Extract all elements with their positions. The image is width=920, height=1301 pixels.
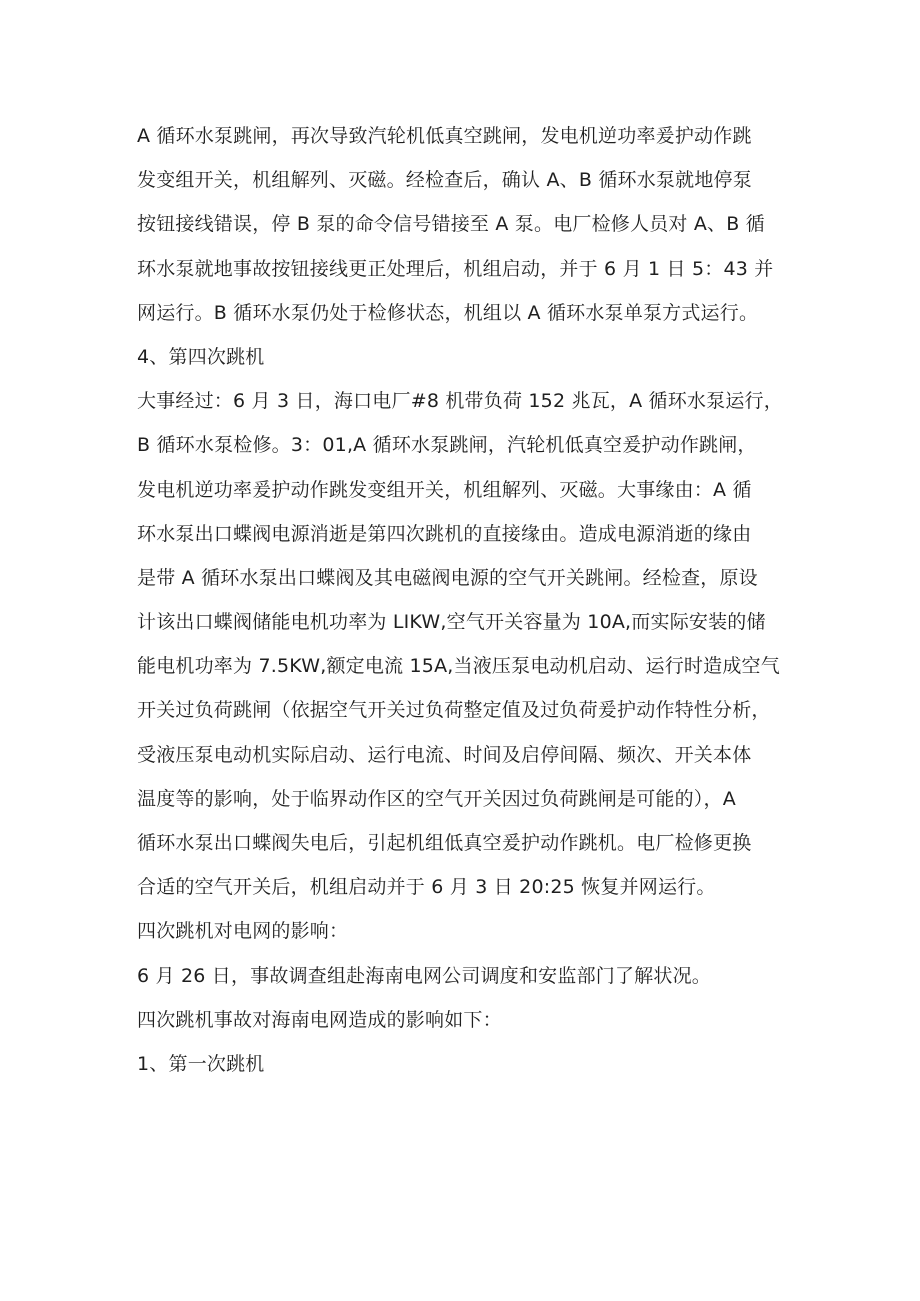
- text-line: 环水泵就地事故按钮接线更正处理后，机组启动，并于 6 月 1 日 5：43 并: [137, 257, 774, 280]
- document-body: [137, 114, 797, 1086]
- section-heading: 1、第一次跳机: [137, 1052, 265, 1075]
- text-line: 循环水泵出口蝶阀失电后，引起机组低真空爰护动作跳机。电厂检修更换: [137, 832, 752, 854]
- text-line: 环水泵出口蝶阀电源消逝是第四次跳机的直接缘由。造成电源消逝的缘由: [137, 522, 752, 545]
- text-line: B 循环水泵检修。3：01,A 循环水泵跳闸，汽轮机低真空爰护动作跳闸，: [137, 434, 757, 457]
- text-line: 网运行。B 循环水泵仍处于检修状态，机组以 A 循环水泵单泵方式运行。: [137, 301, 759, 324]
- text-line: 大事经过：6 月 3 日，海口电厂#8 机带负荷 152 兆瓦，A 循环水泵运行，: [137, 390, 783, 413]
- text-line: 温度等的影响，处于临界动作区的空气开关因过负荷跳闸是可能的），A: [137, 787, 736, 810]
- text-line: 四次跳机事故对海南电网造成的影响如下：: [137, 1008, 502, 1031]
- text-line: 按钮接线错误，停 B 泵的命令信号错接至 A 泵。电厂检修人员对 A、B 循: [137, 213, 765, 236]
- text-line: 发电机逆功率爰护动作跳发变组开关，机组解列、灭磁。大事缘由：A 循: [137, 478, 752, 501]
- text-line: 开关过负荷跳闸（依据空气开关过负荷整定值及过负荷爰护动作特性分析，: [137, 699, 771, 722]
- text-line: A 循环水泵跳闸，再次导致汽轮机低真空跳闸，发电机逆功率爰护动作跳: [137, 125, 752, 147]
- text-line: 发变组开关，机组解列、灭磁。经检查后，确认 A、B 循环水泵就地停泵: [137, 169, 752, 192]
- text-line: 合适的空气开关后，机组启动并于 6 月 3 日 20:25 恢复并网运行。: [137, 876, 716, 899]
- section-heading: 4、第四次跳机: [137, 345, 265, 368]
- text-line: 6 月 26 日，事故调查组赴海南电网公司调度和安监部门了解状况。: [137, 964, 711, 987]
- text-line: 计该出口蝶阀储能电机功率为 LIKW,空气开关容量为 10A,而实际安装的储: [137, 611, 766, 634]
- text-line: 能电机功率为 7.5KW,额定电流 15A,当液压泵电动机启动、运行时造成空气: [137, 655, 780, 678]
- text-line: 是带 A 循环水泵出口蝶阀及其电磁阀电源的空气开关跳闸。经检查，原设: [137, 566, 758, 589]
- section-heading: 四次跳机对电网的影响：: [137, 920, 349, 943]
- text-line: 受液压泵电动机实际启动、运行电流、时间及启停间隔、频次、开关本体: [137, 743, 752, 766]
